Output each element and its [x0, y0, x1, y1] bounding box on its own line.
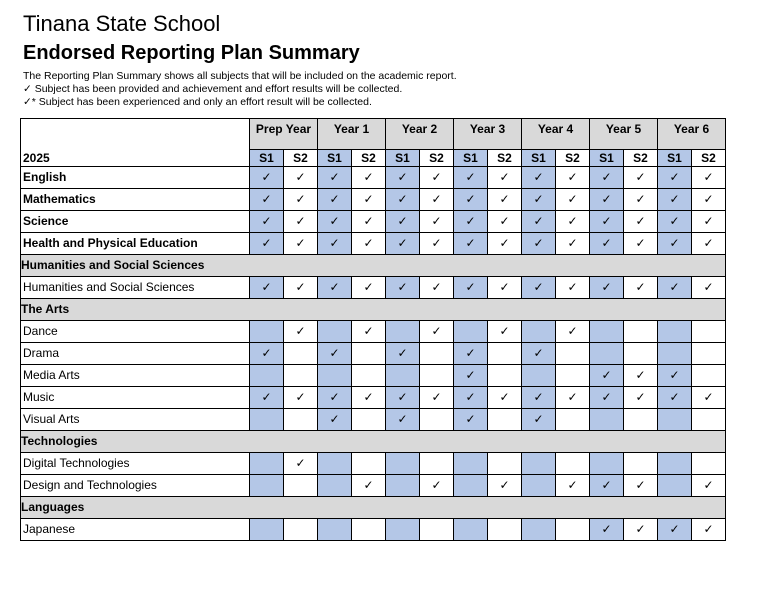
check-mark-cell: ✓	[556, 167, 590, 189]
check-mark-cell: ✓	[386, 409, 420, 431]
check-mark-cell: ✓	[692, 167, 726, 189]
subject-name: Design and Technologies	[21, 475, 250, 497]
empty-cell	[624, 321, 658, 343]
check-mark-cell: ✓	[386, 387, 420, 409]
semester-header: S2	[692, 150, 726, 167]
subject-row	[21, 189, 726, 211]
check-mark-cell: ✓	[488, 167, 522, 189]
empty-cell	[386, 475, 420, 497]
check-mark-cell: ✓	[624, 189, 658, 211]
check-mark-cell: ✓	[488, 321, 522, 343]
semester-header: S1	[658, 150, 692, 167]
check-mark-cell: ✓	[658, 189, 692, 211]
check-mark-cell: ✓	[624, 475, 658, 497]
empty-cell	[624, 343, 658, 365]
semester-header-row	[21, 150, 726, 167]
check-mark-cell: ✓	[454, 277, 488, 299]
check-mark-cell: ✓	[556, 211, 590, 233]
check-mark-cell: ✓	[454, 167, 488, 189]
semester-header: S2	[624, 150, 658, 167]
section-row	[21, 497, 726, 519]
subject-row	[21, 167, 726, 189]
empty-cell	[658, 409, 692, 431]
check-mark-cell: ✓	[454, 211, 488, 233]
semester-header: S1	[250, 150, 284, 167]
subject-row	[21, 387, 726, 409]
check-mark-cell: ✓	[522, 233, 556, 255]
semester-header: S1	[590, 150, 624, 167]
empty-cell	[250, 321, 284, 343]
check-mark-cell: ✓	[556, 387, 590, 409]
year-label: 2025	[21, 150, 250, 167]
empty-cell	[250, 365, 284, 387]
check-mark-cell: ✓	[284, 167, 318, 189]
check-mark-cell: ✓	[522, 387, 556, 409]
check-mark-cell: ✓	[250, 233, 284, 255]
check-mark-cell: ✓	[284, 277, 318, 299]
empty-cell	[318, 365, 352, 387]
check-mark-cell: ✓	[284, 387, 318, 409]
check-mark-cell: ✓	[284, 211, 318, 233]
empty-cell	[454, 321, 488, 343]
check-mark-cell: ✓	[386, 233, 420, 255]
year-header: Year 5	[590, 119, 658, 150]
empty-cell	[250, 453, 284, 475]
subject-name: Visual Arts	[21, 409, 250, 431]
plan-body	[21, 167, 726, 541]
check-mark-cell: ✓	[352, 387, 386, 409]
check-mark-cell: ✓	[250, 167, 284, 189]
empty-cell	[250, 519, 284, 541]
check-mark-cell: ✓	[556, 277, 590, 299]
check-mark-cell: ✓	[692, 519, 726, 541]
empty-cell	[454, 453, 488, 475]
empty-cell	[488, 365, 522, 387]
check-mark-cell: ✓	[488, 277, 522, 299]
check-mark-cell: ✓	[556, 321, 590, 343]
empty-cell	[658, 453, 692, 475]
empty-cell	[318, 475, 352, 497]
check-mark-cell: ✓	[522, 211, 556, 233]
empty-cell	[556, 365, 590, 387]
empty-cell	[318, 453, 352, 475]
check-mark-cell: ✓	[386, 211, 420, 233]
check-mark-cell: ✓	[284, 453, 318, 475]
check-mark-cell: ✓	[590, 387, 624, 409]
subject-row	[21, 519, 726, 541]
check-mark-cell: ✓	[318, 277, 352, 299]
check-mark-cell: ✓	[658, 519, 692, 541]
empty-cell	[250, 475, 284, 497]
check-mark-cell: ✓	[454, 343, 488, 365]
year-header: Year 3	[454, 119, 522, 150]
check-mark-cell: ✓	[352, 475, 386, 497]
check-mark-cell: ✓	[454, 365, 488, 387]
empty-cell	[420, 365, 454, 387]
check-mark-cell: ✓	[420, 233, 454, 255]
subject-row	[21, 409, 726, 431]
check-mark-cell: ✓	[624, 277, 658, 299]
empty-cell	[386, 453, 420, 475]
year-header-row	[21, 119, 726, 150]
empty-cell	[590, 343, 624, 365]
empty-cell	[250, 409, 284, 431]
empty-cell	[624, 409, 658, 431]
check-mark-cell: ✓	[488, 475, 522, 497]
empty-cell	[590, 321, 624, 343]
empty-cell	[522, 365, 556, 387]
legend-achievement-line: ✓ Subject has been provided and achievement and effort results will be collected.	[23, 83, 403, 95]
check-mark-cell: ✓	[692, 277, 726, 299]
semester-header: S1	[386, 150, 420, 167]
check-mark-cell: ✓	[590, 167, 624, 189]
check-mark-cell: ✓	[488, 211, 522, 233]
subject-name: Digital Technologies	[21, 453, 250, 475]
empty-cell	[590, 409, 624, 431]
section-heading: Languages	[21, 497, 726, 519]
subject-name: English	[21, 167, 250, 189]
check-mark-cell: ✓	[250, 277, 284, 299]
empty-cell	[420, 409, 454, 431]
check-mark-cell: ✓	[590, 475, 624, 497]
subject-row	[21, 365, 726, 387]
empty-cell	[284, 343, 318, 365]
check-mark-cell: ✓	[692, 189, 726, 211]
check-mark-cell: ✓	[386, 189, 420, 211]
check-mark-cell: ✓	[284, 189, 318, 211]
check-mark-cell: ✓	[590, 365, 624, 387]
check-mark-cell: ✓	[352, 321, 386, 343]
check-mark-cell: ✓	[454, 387, 488, 409]
check-mark-cell: ✓	[352, 233, 386, 255]
check-mark-cell: ✓	[658, 233, 692, 255]
empty-cell	[522, 453, 556, 475]
empty-cell	[488, 519, 522, 541]
check-mark-cell: ✓	[420, 387, 454, 409]
check-mark-cell: ✓	[692, 233, 726, 255]
empty-cell	[692, 321, 726, 343]
check-mark-cell: ✓	[624, 387, 658, 409]
check-mark-cell: ✓	[658, 387, 692, 409]
check-mark-cell: ✓	[420, 321, 454, 343]
empty-cell	[556, 409, 590, 431]
section-row	[21, 299, 726, 321]
check-mark-cell: ✓	[522, 189, 556, 211]
check-mark-cell: ✓	[386, 167, 420, 189]
check-mark-cell: ✓	[352, 211, 386, 233]
header-corner	[21, 119, 250, 150]
check-mark-cell: ✓	[318, 387, 352, 409]
empty-cell	[522, 321, 556, 343]
check-mark-cell: ✓	[522, 277, 556, 299]
empty-cell	[692, 343, 726, 365]
check-mark-cell: ✓	[420, 277, 454, 299]
check-mark-cell: ✓	[488, 387, 522, 409]
empty-cell	[692, 365, 726, 387]
empty-cell	[522, 519, 556, 541]
check-mark-cell: ✓	[420, 475, 454, 497]
subject-name: Music	[21, 387, 250, 409]
check-mark-cell: ✓	[522, 167, 556, 189]
empty-cell	[692, 453, 726, 475]
empty-cell	[522, 475, 556, 497]
subject-name: Drama	[21, 343, 250, 365]
check-mark-cell: ✓	[556, 189, 590, 211]
check-mark-cell: ✓	[624, 519, 658, 541]
year-header: Year 1	[318, 119, 386, 150]
check-mark-cell: ✓	[590, 519, 624, 541]
semester-header: S2	[284, 150, 318, 167]
subject-name: Health and Physical Education	[21, 233, 250, 255]
subject-row	[21, 343, 726, 365]
description-line: The Reporting Plan Summary shows all subjects that will be included on the academic report.	[23, 70, 457, 82]
subject-name: Science	[21, 211, 250, 233]
check-mark-cell: ✓	[522, 409, 556, 431]
empty-cell	[318, 519, 352, 541]
empty-cell	[284, 365, 318, 387]
subject-name: Media Arts	[21, 365, 250, 387]
check-mark-cell: ✓	[352, 277, 386, 299]
subject-name: Mathematics	[21, 189, 250, 211]
empty-cell	[352, 409, 386, 431]
empty-cell	[420, 453, 454, 475]
check-mark-cell: ✓	[556, 475, 590, 497]
school-name: Tinana State School	[23, 11, 221, 36]
empty-cell	[590, 453, 624, 475]
check-mark-cell: ✓	[522, 343, 556, 365]
subject-row	[21, 475, 726, 497]
check-mark-cell: ✓	[250, 211, 284, 233]
section-row	[21, 431, 726, 453]
check-mark-cell: ✓	[624, 365, 658, 387]
check-mark-cell: ✓	[590, 211, 624, 233]
check-mark-cell: ✓	[658, 167, 692, 189]
empty-cell	[658, 321, 692, 343]
empty-cell	[488, 409, 522, 431]
empty-cell	[556, 519, 590, 541]
year-header: Prep Year	[250, 119, 318, 150]
empty-cell	[488, 453, 522, 475]
check-mark-cell: ✓	[590, 277, 624, 299]
check-mark-cell: ✓	[284, 321, 318, 343]
check-mark-cell: ✓	[624, 233, 658, 255]
empty-cell	[692, 409, 726, 431]
check-mark-cell: ✓	[590, 233, 624, 255]
year-header: Year 2	[386, 119, 454, 150]
check-mark-cell: ✓	[386, 277, 420, 299]
subject-row	[21, 277, 726, 299]
subject-row	[21, 321, 726, 343]
check-mark-cell: ✓	[386, 343, 420, 365]
semester-header: S2	[352, 150, 386, 167]
section-heading: Humanities and Social Sciences	[21, 255, 726, 277]
empty-cell	[386, 365, 420, 387]
check-mark-cell: ✓	[318, 167, 352, 189]
description-block	[23, 70, 457, 109]
year-header: Year 4	[522, 119, 590, 150]
empty-cell	[284, 475, 318, 497]
empty-cell	[488, 343, 522, 365]
empty-cell	[454, 475, 488, 497]
empty-cell	[386, 321, 420, 343]
check-mark-cell: ✓	[692, 387, 726, 409]
check-mark-cell: ✓	[318, 189, 352, 211]
check-mark-cell: ✓	[352, 189, 386, 211]
check-mark-cell: ✓	[250, 387, 284, 409]
empty-cell	[318, 321, 352, 343]
empty-cell	[624, 453, 658, 475]
legend-effort-line: ✓* Subject has been experienced and only an effort result will be collected.	[23, 96, 372, 108]
check-mark-cell: ✓	[318, 233, 352, 255]
report-title: Endorsed Reporting Plan Summary	[23, 42, 360, 64]
subject-row	[21, 453, 726, 475]
check-mark-cell: ✓	[318, 409, 352, 431]
section-row	[21, 255, 726, 277]
semester-header: S2	[420, 150, 454, 167]
section-heading: The Arts	[21, 299, 726, 321]
empty-cell	[420, 519, 454, 541]
check-mark-cell: ✓	[658, 365, 692, 387]
empty-cell	[556, 453, 590, 475]
semester-header: S2	[488, 150, 522, 167]
check-mark-cell: ✓	[692, 211, 726, 233]
empty-cell	[658, 475, 692, 497]
empty-cell	[284, 409, 318, 431]
semester-header: S1	[454, 150, 488, 167]
check-mark-cell: ✓	[692, 475, 726, 497]
check-mark-cell: ✓	[590, 189, 624, 211]
section-heading: Technologies	[21, 431, 726, 453]
check-mark-cell: ✓	[488, 189, 522, 211]
empty-cell	[352, 365, 386, 387]
subject-name: Humanities and Social Sciences	[21, 277, 250, 299]
check-mark-cell: ✓	[488, 233, 522, 255]
check-mark-cell: ✓	[658, 211, 692, 233]
empty-cell	[352, 343, 386, 365]
empty-cell	[386, 519, 420, 541]
empty-cell	[352, 453, 386, 475]
check-mark-cell: ✓	[624, 167, 658, 189]
semester-header: S1	[318, 150, 352, 167]
subject-row	[21, 233, 726, 255]
check-mark-cell: ✓	[250, 343, 284, 365]
check-mark-cell: ✓	[454, 233, 488, 255]
subject-name: Japanese	[21, 519, 250, 541]
check-mark-cell: ✓	[352, 167, 386, 189]
check-mark-cell: ✓	[318, 211, 352, 233]
check-mark-cell: ✓	[658, 277, 692, 299]
empty-cell	[454, 519, 488, 541]
check-mark-cell: ✓	[420, 189, 454, 211]
check-mark-cell: ✓	[420, 211, 454, 233]
reporting-plan-table	[20, 118, 726, 541]
check-mark-cell: ✓	[420, 167, 454, 189]
check-mark-cell: ✓	[318, 343, 352, 365]
empty-cell	[352, 519, 386, 541]
empty-cell	[658, 343, 692, 365]
subject-row	[21, 211, 726, 233]
semester-header: S1	[522, 150, 556, 167]
semester-header: S2	[556, 150, 590, 167]
check-mark-cell: ✓	[556, 233, 590, 255]
check-mark-cell: ✓	[250, 189, 284, 211]
check-mark-cell: ✓	[454, 189, 488, 211]
year-header: Year 6	[658, 119, 726, 150]
check-mark-cell: ✓	[284, 233, 318, 255]
check-mark-cell: ✓	[624, 211, 658, 233]
empty-cell	[556, 343, 590, 365]
empty-cell	[420, 343, 454, 365]
empty-cell	[284, 519, 318, 541]
subject-name: Dance	[21, 321, 250, 343]
check-mark-cell: ✓	[454, 409, 488, 431]
